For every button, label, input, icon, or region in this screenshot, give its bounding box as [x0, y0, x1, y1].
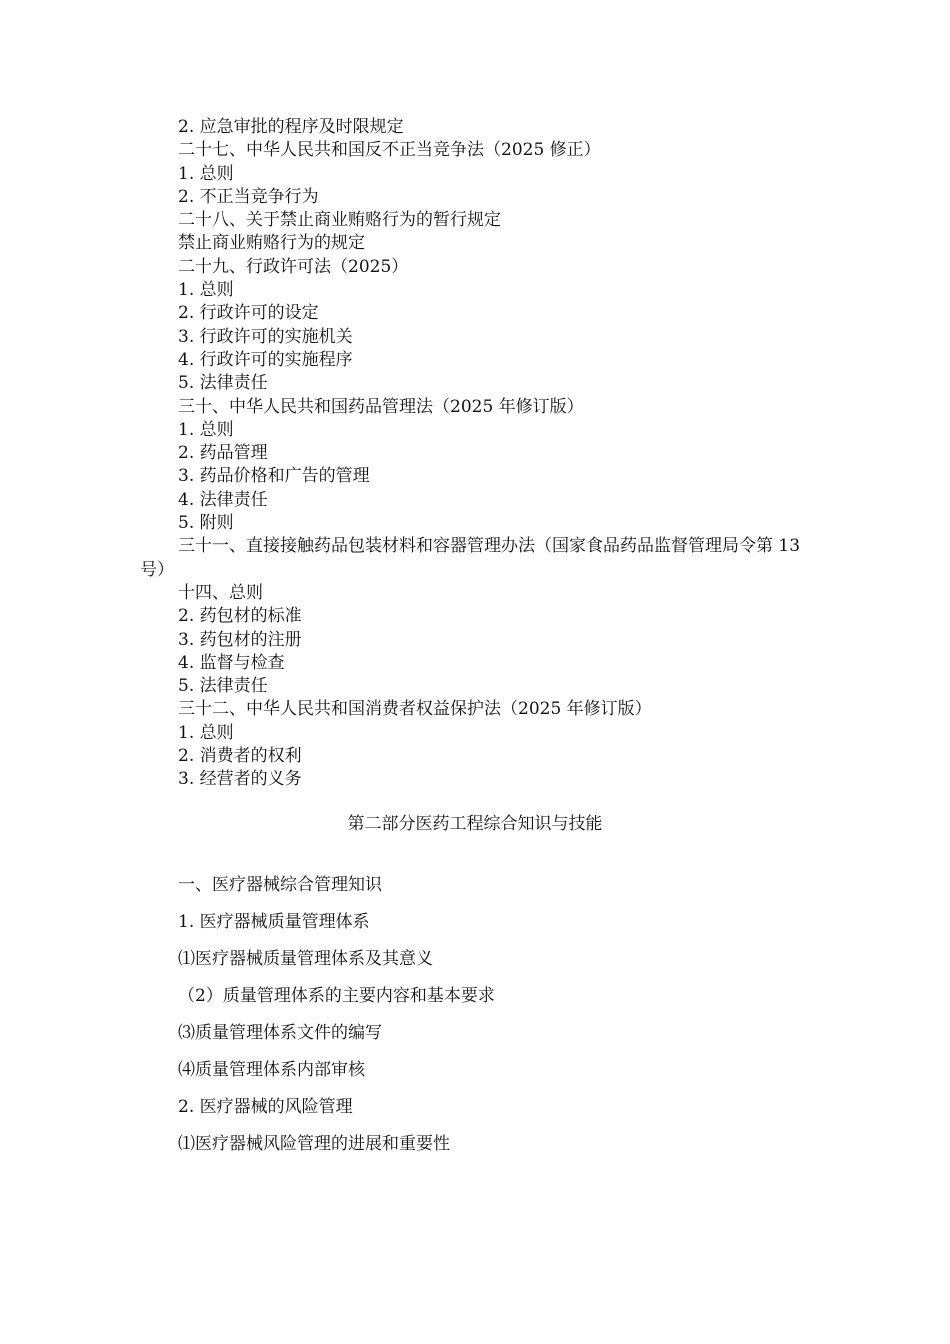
outline-heading: 二十九、行政许可法（2025）	[178, 256, 409, 277]
outline-heading: 三十一、直接接触药品包装材料和容器管理办法（国家食品药品监督管理局令第 13 号）	[140, 536, 801, 580]
part2-outline-list	[178, 873, 818, 1169]
outline-heading: 二十七、中华人民共和国反不正当竞争法（2025 修正）	[178, 140, 601, 161]
outline-item: 3. 药品价格和广告的管理	[178, 466, 370, 487]
section-title: 第二部分医药工程综合知识与技能	[347, 814, 603, 834]
outline-item: 3. 行政许可的实施机关	[178, 326, 353, 347]
outline-heading: 一、医疗器械综合管理知识	[178, 875, 382, 895]
part1-outline-list	[140, 116, 820, 792]
outline-item: ⑶质量管理体系文件的编写	[178, 1023, 382, 1043]
outline-item: 3. 药包材的注册	[178, 629, 302, 650]
outline-item: 1. 总则	[178, 419, 234, 440]
outline-item: 4. 法律责任	[178, 489, 268, 510]
outline-item: 2. 药包材的标准	[178, 606, 302, 627]
outline-item: ⑴医疗器械风险管理的进展和重要性	[178, 1134, 450, 1154]
outline-item: 2. 不正当竞争行为	[178, 186, 319, 207]
outline-item: 2. 消费者的权利	[178, 746, 302, 767]
outline-item: 5. 法律责任	[178, 676, 268, 697]
outline-heading: 二十八、关于禁止商业贿赂行为的暂行规定	[178, 210, 501, 231]
outline-item: 2. 医疗器械的风险管理	[178, 1097, 353, 1117]
outline-item: 2. 应急审批的程序及时限规定	[178, 117, 404, 137]
outline-item: 1. 总则	[178, 722, 234, 743]
outline-item: 十四、总则	[178, 582, 263, 603]
outline-item: ⑴医疗器械质量管理体系及其意义	[178, 949, 433, 969]
outline-heading: 三十、中华人民共和国药品管理法（2025 年修订版）	[178, 396, 584, 417]
outline-item: 1. 总则	[178, 163, 234, 184]
outline-item: 2. 药品管理	[178, 443, 268, 464]
outline-item: 3. 经营者的义务	[178, 769, 302, 790]
outline-item: ⑷质量管理体系内部审核	[178, 1060, 365, 1080]
outline-item: 2. 行政许可的设定	[178, 303, 319, 324]
outline-item: （2）质量管理体系的主要内容和基本要求	[178, 986, 495, 1006]
outline-item: 5. 附则	[178, 513, 234, 534]
outline-heading: 三十二、中华人民共和国消费者权益保护法（2025 年修订版）	[178, 699, 652, 720]
outline-item: 4. 行政许可的实施程序	[178, 349, 353, 370]
outline-item: 禁止商业贿赂行为的规定	[178, 233, 365, 254]
outline-item: 5. 法律责任	[178, 373, 268, 394]
outline-item: 1. 总则	[178, 280, 234, 301]
outline-item: 1. 医疗器械质量管理体系	[178, 912, 370, 932]
outline-item: 4. 监督与检查	[178, 652, 285, 673]
